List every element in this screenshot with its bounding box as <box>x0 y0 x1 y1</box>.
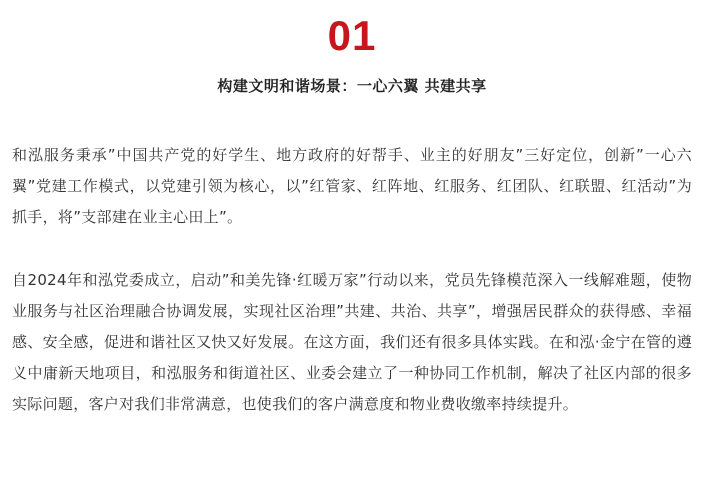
paragraph-party-building-model: 和泓服务秉承”中国共产党的好学生、地方政府的好帮手、业主的好朋友”三好定位，创新”一心六翼”党建工作模式，以党建引领为核心，以”红管家、红阵地、红服务、红团队、红联盟、红活动”为抓手，将”支部建在业主心田上”。 <box>12 146 692 226</box>
paragraph-community-governance: 自2024年和泓党委成立，启动”和美先锋·红暖万家”行动以来，党员先锋模范深入一线解难题，使物业服务与社区治理融合协调发展，实现社区治理”共建、共治、共享”，增强居民群众的获得感、幸福感、安全感，促进和谐社区又快又好发展。在这方面，我们还有很多具体实践。在和泓·金宁在管的遵义中庸新天地项目，和泓服务和街道社区、业委会建立了一种协同工作机制，解决了社区内部的很多实际问题，客户对我们非常满意，也使我们的客户满意度和物业费收缴率持续提升。 <box>12 271 692 413</box>
section-number: 01 <box>327 12 377 59</box>
section-title: 构建文明和谐场景：一心六翼 共建共享 <box>217 77 487 95</box>
